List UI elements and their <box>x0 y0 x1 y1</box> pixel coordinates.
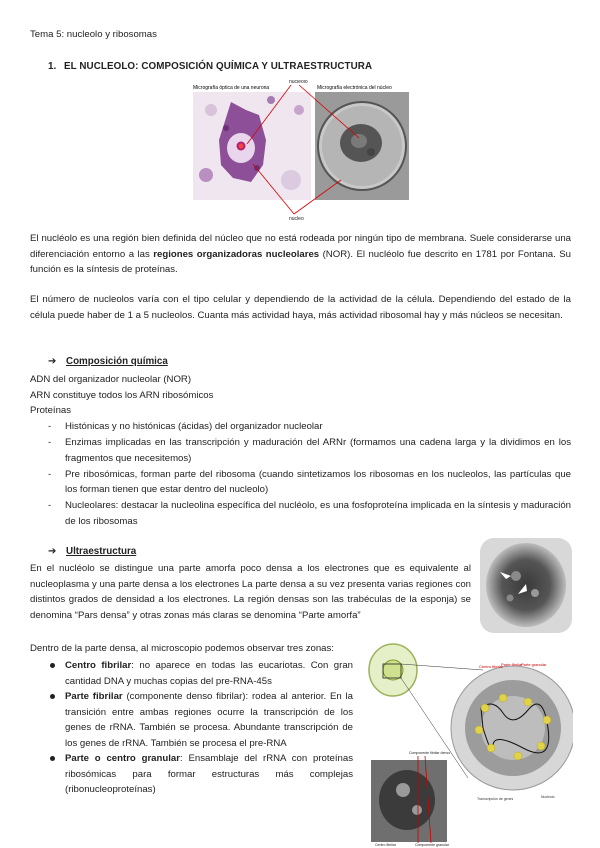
proteinas-list-item: - Histónicas y no histónicas (ácidas) del organizador nucleolar <box>48 419 571 435</box>
subsection-ultraestructura <box>48 546 136 557</box>
document-topic: Tema 5: nucleolo y ribosomas <box>30 29 157 40</box>
nucleolus-em-figure <box>480 538 572 633</box>
diagram-label: Centro fibrilar <box>375 843 397 847</box>
section-number: 1. <box>48 61 57 72</box>
zona-item-parte-fibrilar <box>48 689 353 751</box>
proteinas-list-item: - Nucleolares: destacar la nucleolina específica del nucléolo, es una fosfoproteína implicada en la síntesis y maduración de los ribosomas <box>48 498 571 529</box>
section-title: EL NUCLEOLO: COMPOSICIÓN QUÍMICA Y ULTRAESTRUCTURA <box>64 61 373 72</box>
zona-text: (componente denso fibrilar): rodea al anterior. En la transición entre ambas regiones ocurre la transcripción de los genes de rRNA. También se procesa. Abundante transcripción de los genes de rRNA. También se procesa el pre-RNA <box>65 691 353 749</box>
composicion-line: Proteínas <box>30 405 72 416</box>
figure-label-nucleolo: nucleolo <box>289 80 308 85</box>
composicion-lines <box>30 372 213 419</box>
paragraph-nucleolo-definition <box>30 231 571 278</box>
zona-item-parte-granular <box>48 751 353 798</box>
zonas-list <box>48 658 353 798</box>
diagram-label: Centro fibrilar <box>479 664 504 669</box>
arrow-icon: ➔ <box>48 356 57 367</box>
light-micrograph <box>193 92 311 200</box>
paragraph-nucleolo-number: El número de nucleolos varía con el tipo celular y dependiendo de la actividad de la célula. Dependiendo del estado de la célula puede haber de 1 a 5 nucleolos. Cuanta más actividad haya, más actividad ribosomal hay y más núcleos se necesitan. <box>30 294 571 321</box>
ultraestructura-title: Ultraestructura <box>66 546 137 557</box>
nucleolus-cross-section <box>451 666 573 790</box>
ultraestructura-paragraph: En el nucléolo se distingue una parte amorfa poco densa a los electrones que es equivalente al nucleoplasma y una parte densa a los electrones La parte densa a su vez presenta varias regiones con distintos grados de densidad a los electrones. La región densas son las trabéculas de la esponja) se denomina “Pars densa” y otras zonas más claras se denomina “Parte amorfa” <box>30 563 471 621</box>
diagram-label: Componente granular <box>415 843 449 847</box>
cell-inset <box>369 644 417 696</box>
zona-name: Parte o centro granular <box>65 753 180 764</box>
figure-right-caption: Micrografía electrónica del núcleo <box>317 85 392 91</box>
composicion-line: ARN constituye todos los ARN ribosómicos <box>30 389 214 401</box>
proteinas-list <box>48 419 571 530</box>
diagram-label: Parte fibrilar <box>501 662 523 667</box>
em-inset <box>371 760 447 842</box>
subsection-composicion <box>48 356 168 367</box>
composicion-title: Composición química <box>66 356 168 367</box>
figure-label-nucleo: nucleo <box>289 216 304 220</box>
para1-bold-term: regiones organizadoras nucleolares <box>153 248 320 260</box>
zona-text: : no aparece en todas las eucariotas. Con gran cantidad DNA y muchas copias del pre-RNA-45s <box>65 660 354 687</box>
nucleolus-diagram-figure <box>363 638 573 848</box>
diagram-label: Transcripción de genes <box>477 797 514 801</box>
diagram-label: Componente fibrilar denso <box>409 751 451 755</box>
nucleolus-micrographs-figure <box>191 80 411 220</box>
proteinas-list-item: - Pre ribosómicas, forman parte del ribosoma (cuando sintetizamos los ribosomas en los nucleolos, las partículas que los forman tienen que estar dentro del nucleolo) <box>48 467 571 498</box>
electron-micrograph <box>315 92 409 200</box>
para1-text-a: El nucléolo es una región bien definida del núcleo que no está rodeada por ningún tipo de membrana. Suele considerarse una diferenciación entorno a las <box>30 233 571 260</box>
dentro-intro: Dentro de la parte densa, al microscopio podemos observar tres zonas: <box>30 643 334 654</box>
diagram-label: Parte granular <box>521 662 547 667</box>
section-1-heading <box>48 61 372 72</box>
composicion-line: ADN del organizador nucleolar (NOR) <box>30 374 192 385</box>
zona-item-centro-fibrilar <box>48 658 353 689</box>
zona-name: Centro fibrilar <box>65 660 132 671</box>
figure-left-caption: Micrografía óptica de una neurona <box>193 85 270 91</box>
zona-text: : Ensamblaje del rRNA con proteínas ribosómicas para formar estructuras más complejas (ribonucleoproteínas) <box>65 753 353 795</box>
diagram-label: Nucleolo <box>541 795 555 799</box>
proteinas-list-item: - Enzimas implicadas en las transcripción y maduración del ARNr (formamos una cadena larga y la dividimos en los fragmentos que necesitemos) <box>48 435 571 466</box>
arrow-icon: ➔ <box>48 546 57 557</box>
zona-name: Parte fibrilar <box>65 691 123 702</box>
para1-text-b: (NOR). El nucléolo fue descrito en 1781 por Fontana. Su función es la síntesis de proteínas. <box>30 248 571 275</box>
